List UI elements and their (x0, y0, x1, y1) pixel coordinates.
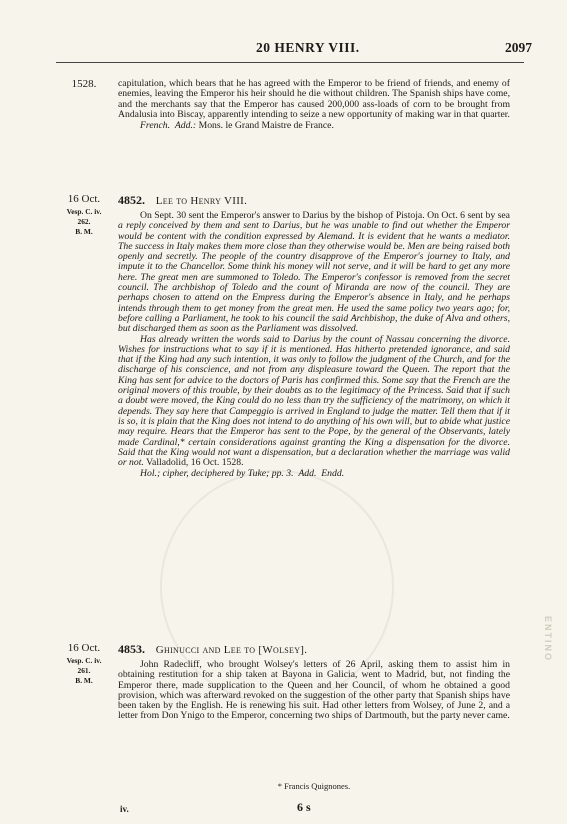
entry-title: Ghinucci and Lee to [Wolsey]. (155, 644, 308, 656)
year-label: 1528. (71, 78, 97, 90)
entry-ref: 262. (77, 217, 91, 226)
entry-4852-body (118, 211, 510, 480)
entry-4852-heading (118, 193, 247, 208)
entry-paragraph: John Radecliff, who brought Wolsey's letters of 26 April, asking them to assist him in obtaining restitution for a ship taken at Bayona in Galicia, went to Madrid, but, not finding the Emperor there, made supplication to the Queen and her Council, of whom he obtained a good provision, which was afterward revoked on the suggestion of the other party that Spanish ships have been taken by the English. He is renewing his suit. Had other letters from Wolsey, of June 2, and a letter from Don Ynigo to the Emperor, concerning two ships of Dartmouth, but the party never came. (118, 659, 510, 722)
note-lang: French. (140, 120, 171, 132)
continuation-block (118, 79, 510, 131)
running-head (0, 40, 567, 60)
entry-lead: On Sept. 30 sent the Emperor's answer to Darius by the bishop of Pistoja. On Oct. 6 sent by sea (140, 210, 510, 221)
entry-ref: B. M. (75, 676, 93, 685)
entry-cipher-text: a reply conceived by them and sent to Darius, but he was unable to find out whether the Emperor would be content with the condition expressed by Alemand. It is evident that he wants a mediator. The success in Italy makes them more close than they otherwise would be. Men are being raised both openly and secretly. The people of the country disapprove of the Emperor's journey to Italy, and impute it to the Chancellor. Some think his money will not serve, and it will be hard to get any more here. The great men are summoned to Toledo. The Emperor's confessor is removed from the secret council. The archbishop of Toledo and the count of Miranda are now of the council. They are perhaps chosen to attend on the Empress during the Emperor's absence in Italy, and he perhaps intends through them to get money from the great men. He used the same policy two years ago; for, before calling a Parliament, he took to his council the said Archbishop, the duke of Alva and others, but discharged them as soon as the Parliament was dissolved. (118, 220, 510, 335)
entry-note-endd: Endd. (321, 468, 345, 480)
entry-ref: 261. (77, 666, 91, 675)
entry-paragraph (118, 211, 510, 335)
entry-paragraph (118, 335, 510, 469)
entry-ref: B. M. (75, 227, 93, 236)
margin-year (56, 74, 112, 92)
entry-note-add: Add. (298, 468, 317, 480)
entry-number: 4853. (118, 642, 145, 656)
header-rule (56, 62, 524, 63)
note-add: Mons. le Grand Maistre de France. (198, 120, 334, 132)
entry-number: 4852. (118, 193, 145, 207)
entry-4853-margin (56, 642, 112, 686)
entry-note-text: Hol.; cipher, deciphered by Tuke; pp. 3. (140, 468, 294, 480)
entry-cipher-text: Has already written the words said to Darius by the count of Nassau concerning the divorce. Wishes for instructions what to say if it is mentioned. Has hitherto pretended ignorance, and said that if the King had any such intention, it was only to follow the judgment of the Church, and for the discharge of his conscience, and not from any displeasure toward the Queen. The report that the King has sent for advice to the doctors of Paris has confirmed this. Some say that the French are the original movers of this trouble, by their doubts as to the legitimacy of the Princess. Said that if such a doubt were moved, the King could do no less than try the sufficiency of the matrimony, on which it depends. They say here that Campeggio is arrived in England to judge the matter. Tell them that if it is so, it is plain that the King does not intend to do anything of his own will, but to abide what justice may require. Hears that the Emperor has sent to the Pope, by the general of the Observants, lately made Cardinal,* certain considerations against granting the King a dispensation for the divorce. Said that the King would not want a dispensation, but a declaration whether the marriage was valid or not. (118, 333, 510, 469)
note-add-label: Add.: (174, 120, 197, 132)
library-stamp: ENTINO (543, 615, 553, 662)
entry-4852-margin (56, 193, 112, 237)
entry-ref: Vesp. C. iv. (66, 656, 102, 665)
entry-tail: Valladolid, 16 Oct. 1528. (146, 457, 244, 469)
entry-note (118, 469, 510, 479)
running-head-title: 20 HENRY VIII. (256, 40, 360, 55)
entry-4853-body (118, 660, 510, 722)
footnote: * Francis Quignones. (277, 781, 351, 791)
page-number: 2097 (505, 40, 532, 55)
entry-date: 16 Oct. (67, 193, 101, 205)
entry-ref: Vesp. C. iv. (66, 207, 102, 216)
signature-mark-left: iv. (120, 804, 129, 814)
entry-4853-heading (118, 642, 307, 657)
continuation-text: capitulation, which bears that he has agreed with the Emperor to be friend of friends, and enemy of enemies, leaving the Emperor his heir should he die without children. The Spanish ships have come, and the merchants say that the Emperor has caused 200,000 ass-loads of corn to be brought from Andalusia into Biscay, apparently intending to seize a new opportunity of making war in that quarter. (118, 78, 510, 120)
entry-date: 16 Oct. (67, 642, 101, 654)
continuation-note (118, 121, 510, 131)
entry-title: Lee to Henry VIII. (155, 195, 248, 207)
signature-mark-right: 6 s (297, 800, 311, 814)
